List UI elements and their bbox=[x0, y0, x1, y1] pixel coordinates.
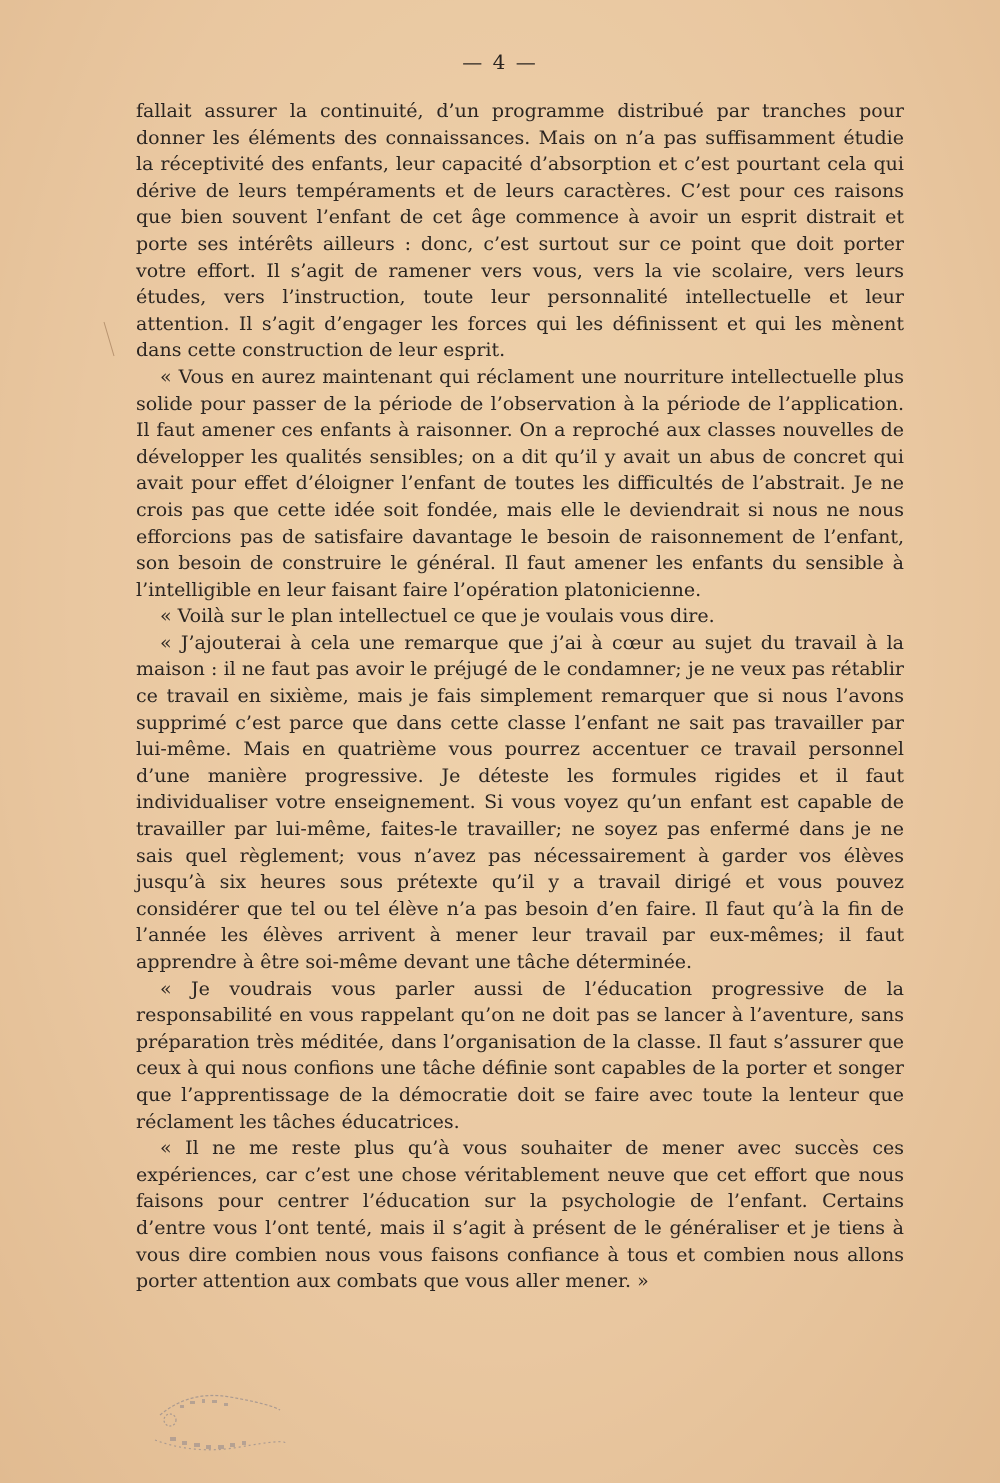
paragraph-3: « Voilà sur le plan intellectuel ce que je voulais vous dire. bbox=[160, 605, 715, 628]
body-text bbox=[136, 98, 904, 1295]
page-number: — 4 — bbox=[462, 50, 538, 74]
paragraph-4: « J’ajouterai à cela une remarque que j’ai à cœur au sujet du travail à la maison : il ne faut pas avoir le préjugé de le condamner; je ne veux pas rétablir ce travail en sixième, mais je fais simplement remarquer que si nous l’avons supprimé c’est parce que dans cette classe l’enfant ne sait pas travailler par lui-même. Mais en quatrième vous pourrez accentuer ce travail personnel d’une manière progressive. Je déteste les formules rigides et il faut individualiser votre enseignement. Si vous voyez qu’un enfant est capable de travailler par lui-même, faites-le travailler; ne soyez pas enfermé dans je ne sais quel règlement; vous n’avez pas nécessairement à garder vos élèves jusqu’à six heures sous prétexte qu’il y a travail dirigé et vous pouvez considérer que tel ou tel élève n’a pas besoin d’en faire. Il faut qu’à la fin de l’année les élèves arrivent à mener leur travail par eux-mêmes; il faut apprendre à être soi-même devant une tâche déterminée. bbox=[136, 631, 904, 973]
paragraph-2: « Vous en aurez maintenant qui réclament une nourriture intellectuelle plus solide pour passer de la période de l’observation à la période de l’application. Il faut amener ces enfants à raisonner. On a reproché aux classes nouvelles de développer les qualités sensibles; on a dit qu’il y avait un abus de concret qui avait pour effet d’éloigner l’enfant de toutes les difficultés de l’abstrait. Je ne crois pas que cette idée soit fondée, mais elle le deviendrait si nous ne nous efforcions pas de satisfaire davantage le besoin de raisonnement de l’enfant, son besoin de construire le général. Il faut amener les enfants du sensible à l’intelligible en leur faisant faire l’opération platonicienne. bbox=[136, 365, 904, 601]
margin-tick-mark bbox=[102, 320, 116, 360]
paragraph-6: « Il ne me reste plus qu’à vous souhaiter de mener avec succès ces expériences, car c’est une chose véritablement neuve que cet effort que nous faisons pour centrer l’éducation sur la psychologie de l’enfant. Certains d’entre vous l’ont tenté, mais il s’agit à présent de le généraliser et je tiens à vous dire combien nous vous faisons confiance à tous et combien nous allons porter attention aux combats que vous aller mener. » bbox=[136, 1137, 904, 1293]
paragraph-1: fallait assurer la continuité, d’un programme distribué par tranches pour donner les éléments des connaissances. Mais on n’a pas suffisamment étudie la réceptivité des enfants, leur capacité d’absorption et c’est pourtant cela qui dérive de leurs tempéraments et de leurs caractères. C’est pour ces raisons que bien souvent l’enfant de cet âge commence à avoir un esprit distrait et porte ses intérêts ailleurs : donc, c’est surtout sur ce point que doit porter votre effort. Il s’agit de ramener vers vous, vers la vie scolaire, vers leurs études, vers l’instruction, toute leur personnalité intellectuelle et leur attention. Il s’agit d’engager les forces qui les définissent et qui les mènent dans cette construction de leur esprit. bbox=[136, 100, 904, 362]
paragraph-5: « Je voudrais vous parler aussi de l’éducation progressive de la responsabilité en vous rappelant qu’on ne doit pas se lancer à l’aventure, sans préparation très méditée, dans l’organisation de la classe. Il faut s’assurer que ceux à qui nous confions une tâche définie sont capables de la porter et songer que l’apprentissage de la démocratie doit se faire avec toute la lenteur que réclament les tâches éducatrices. bbox=[136, 977, 904, 1133]
library-stamp-icon bbox=[150, 1385, 290, 1465]
